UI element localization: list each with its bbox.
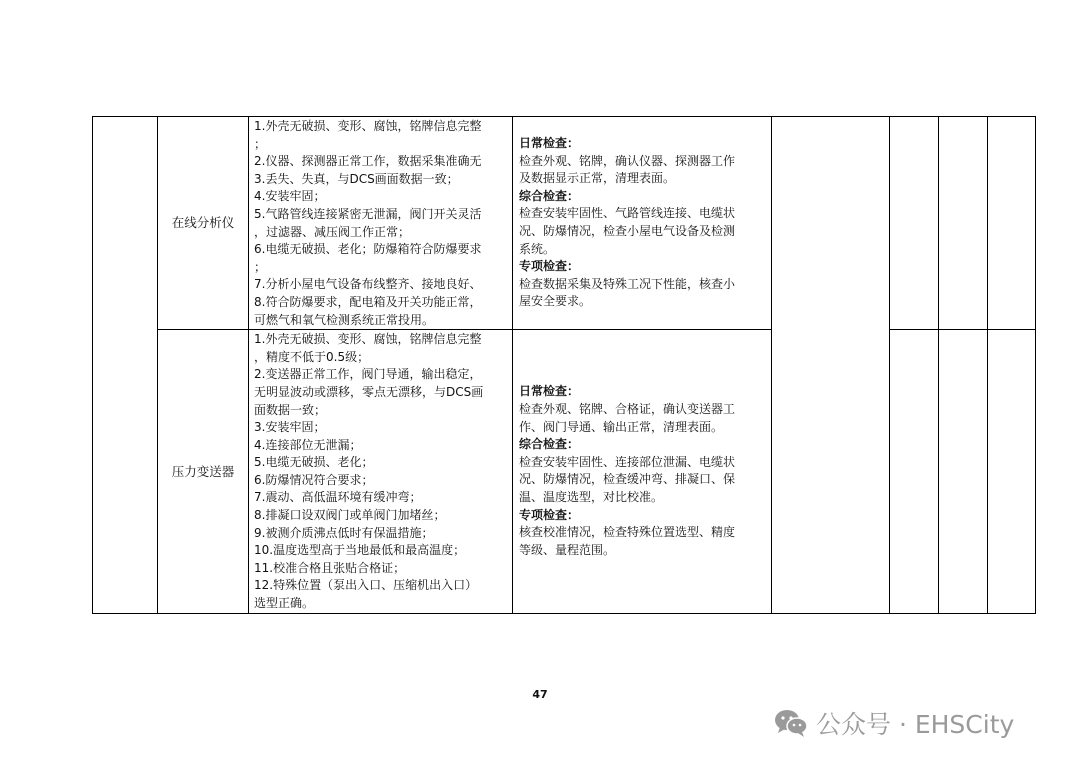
check-heading: 专项检查： [519, 507, 580, 522]
inspection-items [249, 330, 513, 614]
page-number: 47 [532, 688, 548, 701]
empty-cell [988, 117, 1036, 330]
inspection-table [92, 116, 1036, 614]
inspection-item-line: ，精度不低于0.5级； [254, 349, 370, 364]
inspection-item-line: 8.符合防爆要求，配电箱及开关功能正常， [254, 294, 482, 309]
table-row [93, 117, 1036, 330]
inspection-item-line: 10.温度选型高于当地最低和最高温度； [254, 543, 466, 558]
inspection-item-line: 6.防爆情况符合要求； [254, 472, 374, 487]
check-line: 温、温度选型，对比校准。 [519, 489, 664, 504]
inspection-item-line: ； [254, 259, 267, 274]
inspection-item-line: 12.特殊位置（泵出入口、压缩机出入口） [254, 578, 478, 593]
check-line: 检查外观、铭牌，确认仪器、探测器工作 [519, 153, 736, 168]
inspection-item-line: 6.电缆无破损、老化；防爆箱符合防爆要求 [254, 242, 482, 257]
inspection-item-line: 8.排凝口设双阀门或单阀门加堵丝； [254, 508, 446, 523]
check-heading: 综合检查： [519, 437, 580, 452]
inspection-item-line: 可燃气和氧气检测系统正常投用。 [254, 312, 435, 327]
empty-cell [890, 117, 939, 330]
inspection-item-line: 5.电缆无破损、老化； [254, 455, 374, 470]
inspection-methods [513, 117, 772, 330]
inspection-item-line: 11.校准合格且张贴合格证； [254, 560, 406, 575]
empty-cell [988, 330, 1036, 614]
inspection-item-line: 2.仪器、探测器正常工作，数据采集准确无 [254, 154, 482, 169]
inspection-item-line: ，过滤器、减压阀工作正常； [254, 224, 411, 239]
inspection-item-line: 无明显波动或漂移，零点无漂移，与DCS画 [254, 384, 484, 399]
inspection-item-line: 1.外壳无破损、变形、腐蚀，铭牌信息完整 [254, 332, 482, 347]
inspection-item-line: 4.连接部位无泄漏； [254, 437, 362, 452]
inspection-item-line: 7.分析小屋电气设备布线整齐、接地良好、 [254, 277, 482, 292]
category-cell [93, 117, 158, 614]
check-line: 况、防爆情况，检查小屋电气设备及检测 [519, 224, 736, 239]
table-row [93, 330, 1036, 614]
inspection-items [249, 117, 513, 330]
equipment-name: 压力变送器 [158, 330, 249, 614]
inspection-item-line: 4.安装牢固； [254, 189, 326, 204]
inspection-item-line: 面数据一致； [254, 402, 327, 417]
inspection-item-line: 1.外壳无破损、变形、腐蚀，铭牌信息完整 [254, 119, 482, 133]
check-line: 检查外观、铭牌、合格证，确认变送器工 [519, 402, 736, 416]
check-line: 系统。 [519, 241, 556, 256]
check-heading: 专项检查： [519, 259, 580, 274]
check-line: 作、阀门导通、输出正常，清理表面。 [519, 419, 724, 434]
check-heading: 综合检查： [519, 188, 580, 203]
inspection-item-line: 3.安装牢固； [254, 420, 326, 435]
check-heading: 日常检查： [519, 136, 580, 151]
check-heading: 日常检查： [519, 384, 580, 399]
check-line: 况、防爆情况，检查缓冲弯、排凝口、保 [519, 472, 736, 487]
inspection-item-line: 3.丢失、失真，与DCS画面数据一致； [254, 171, 459, 186]
inspection-methods [513, 330, 772, 614]
empty-cell [890, 330, 939, 614]
check-line: 屋安全要求。 [519, 294, 592, 309]
inspection-item-line: 2.变送器正常工作，阀门导通，输出稳定， [254, 367, 482, 382]
check-line: 及数据显示正常，清理表面。 [519, 171, 676, 186]
inspection-item-line: 7.震动、高低温环境有缓冲弯； [254, 490, 422, 505]
merged-empty-cell [772, 117, 890, 614]
watermark-text: 公众号 · EHSCity [816, 710, 1015, 739]
check-line: 检查数据采集及特殊工况下性能，核查小 [519, 276, 736, 291]
inspection-item-line: 5.气路管线连接紧密无泄漏，阀门开关灵活 [254, 206, 482, 221]
empty-cell [939, 330, 988, 614]
inspection-item-line: ； [254, 136, 267, 151]
equipment-name: 在线分析仪 [158, 117, 249, 330]
wechat-icon [774, 708, 808, 738]
inspection-item-line: 9.被测介质沸点低时有保温措施； [254, 525, 434, 540]
check-line: 等级、量程范围。 [519, 542, 616, 557]
inspection-item-line: 选型正确。 [254, 596, 315, 611]
check-line: 核查校准情况，检查特殊位置选型、精度 [519, 525, 736, 540]
check-line: 检查安装牢固性、气路管线连接、电缆状 [519, 206, 736, 221]
watermark [774, 706, 1014, 740]
empty-cell [939, 117, 988, 330]
check-line: 检查安装牢固性、连接部位泄漏、电缆状 [519, 454, 736, 469]
